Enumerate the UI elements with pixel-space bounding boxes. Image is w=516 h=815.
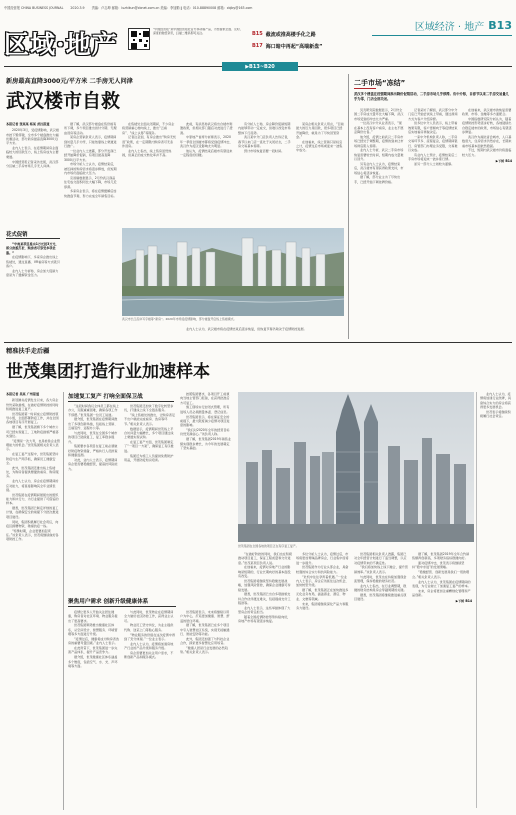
section-title-text: 区域经济 · 地产 — [414, 21, 485, 33]
right-margin-rule — [476, 392, 477, 808]
article1-photo — [122, 228, 344, 316]
article2-end-mark: ▶下转 B14 — [455, 599, 472, 604]
article2-column-7: 世茂集团相关负责人透露，集团已对全年经营计划进行了适当调整，以应对疫情带来的不确定性。 “我们将加快线上线下融合，提升营销效率。”该负责人表示。 与此同时，世茂也在持续加强现金流管理，保持稳健的财务状况。 业内人士指出，在行业调整期，稳健的财务结构是房企穿越周期的关键。 据悉，世茂集团将继续推进重点项目建设。 — [354, 552, 408, 602]
article2-subhead-2: 聚焦用户需求 创新升级健康体系 — [68, 599, 149, 605]
article2-column-2b: 疫情让更多人开始关注居住健康，购房者对社区环境、物业服务提出了更高要求。 世茂集团顺势推出健康社区体系，从空间设计、智慧服务、环境管理等多方面进行升级。 “疫情过后，健康将成为购房者选房的重要考量因素。”业内人士表示。 在此背景下，世茂集团进一步完善产品体系，提升产品竞争力。 据介绍，世茂健康社区体系涵盖多个维度，包括空气、水、光、声环境等方面。 — [68, 610, 119, 668]
article1-column-2: 据了解，武汉部分楼盘在售价格有所下调，多个项目推出首付分期、无理由退房等活动。 某房企营销负责人表示，疫情期间到访量几乎为零，只能依靠线上渠道进行推广。 一位业内人士透露，部分开发商已经开始降价促销，有项目最高直降3000元/平方米。 市场分析人士认为，疫情结束后，被压抑的购房需求将逐步释放，但短期内市场仍面临较大压力。 克而瑞数据显示，2月份武汉商品住宅成交面积同比大幅下降，市场几近停滞。 多家房企表示，将在疫情缓解后加快推盘节奏，努力完成全年销售目标。 — [64, 122, 117, 198]
side-lead: 武汉多个楼盘在疫情期间推出降价促销活动，二手房市场几乎停滞。有中介称，自春节以来二手房交易量几乎为零，门店全部关闭。 — [354, 92, 509, 101]
page-index — [252, 28, 360, 52]
index-row — [252, 28, 360, 40]
article2-column-6: 多位分析人士认为，疫情过后，市场将更加青睐品牌房企，行业集中度将进一步提升。 世茂集团作为行业头部企业，具备较强的综合实力和抗风险能力。 “危机中往往孕育着机遇。”一位业内人士表示，房企应该抓住这次机会，加快转型升级。 据了解，世茂集团正在加快推进多元化业务布局，涵盖商业、酒店、物业、文旅等领域。 未来，集团将继续深化产品力和服务力建设。 — [296, 552, 349, 610]
paper-name: 中国经营报 CHINA BUSINESS JOURNAL — [4, 6, 64, 10]
article1-column-lower: 业内人士认为，武汉楼市将在疫情结束后逐步恢复，但恢复节奏仍取决于疫情防控进展。 — [186, 327, 307, 331]
article2-column-4: 按照集团要求，各项目开工前须向当地主管部门报备，在获得批准后方可复工。 施工现场实行封闭式管理，所有进场人员必须测量体温、登记信息。 世茂集团表示，将在保证安全的前提下，最大限度减少疫情对项目进度的影响。 “我们对2020年全年的经营目标仍然充满信心。”该负责人称。 据了解，世茂集团2019年销售业绩实现稳步增长，为今年的发展奠定了坚实基础。 — [180, 392, 231, 450]
contact-line: 责编：卢志坤 邮箱：luzhikun@cbnet.com.cn 美编：李加勤 ‖ 电话：010-88890008 邮箱：cbjby@163.com — [91, 6, 253, 10]
side-column-1: 贝壳研究院数据显示，2月份全国二手房成交量环比大幅下降，武汉市场受到的冲击尤为严重。 一位武汉中介从业者表示，“现在基本上没有客户看房，业主也不愿意降价出售。” 他介绍，疫情之前武汉二手房市场已经处于调整期，疫情的到来让市场彻底陷入停滞。 业内人士分析，武汉二手房市场恢复需要较长时间，短期内成交量难以回升。 另有业内人士认为，疫情结束后，武汉楼市有望获得政策支持，市场信心将逐步恢复。 据了解，部分业主为了尽快出手，已经开始下调挂牌价格。 — [354, 108, 404, 184]
article2-column-divider — [63, 392, 64, 810]
issue-date: 2020.3.9 — [70, 6, 85, 10]
article2-column-2: “这段时间我们全体员工都在线上办公，克服重重困难，确保各项工作不停摆。”世茂集团一位员工说道。 据介绍，世茂集团在疫情期间推出了多项创新举措，包括线上营销、云端签约、远程办公等。 与此同时，世茂在全国多个城市的项目已陆续复工，复工率稳步提升。 集团要求各项目在复工前必须做好防疫物资储备，严格执行人员排查和健康监测。 对此，业内人士表示，疫情期间房企更需要稳健经营，提高抗风险能力。 — [68, 404, 119, 471]
range-badge — [222, 62, 298, 71]
index-title: 海口暗中再起“高端新盘” — [265, 43, 323, 50]
article2-column-3b: 与此同时，世茂物业在疫情期间全力做好社区防控工作，获得业主认可。 物业员工坚守岗位，为业主提供代购、送菜上门等贴心服务。 “物业服务的价值在这次疫情中得到了充分体现。”一位业主表示。 业内人士认为，疫情将加速房地产行业的产品升级和服务升级。 房企需要更加关注用户需求，不断创新产品和服务模式。 — [124, 610, 175, 660]
article2-column-5: “在做好防控的同时，我们也在积极推动项目复工，保证工程质量和交付进度。”世茂某项目负责人说。 在他看来，疫情对房地产行业的影响是短期的，行业长期向好的基本面没有改变。 世茂集团将继续坚持稳健发展战略，加强风险管控，确保企业健康可持续发展。 据悉，世茂集团已出台多项措施支持合作伙伴渡过难关，包括提前支付工程款等。 业内人士表示，这些举措体现了大型房企的责任担当。 随着全国疫情防控形势持续向好，房地产市场有望逐步恢复。 — [238, 552, 292, 624]
subhead-rule — [6, 238, 60, 239]
article2-column-8: 据了解，世茂集团2019年全年合约销售额再创新高，多项财务指标稳健向好。 面对疫情冲击，世茂表示将继续坚持“稳中求进”的发展策略。 “稳健经营、创新发展是我们一贯的理念。”相关负责人表示。 业内人士认为，世茂集团在疫情期间的表现，为行业树立了加速复工复产的样本。 未来，房企将更加注重精细化管理和产品创新。 ▶下转 B14 — [412, 552, 472, 604]
article-divider — [4, 342, 512, 343]
article2-column-9: 业内人士认为，疫情将加速行业洗牌，具备综合实力的房企将获得更多发展机会。 世茂表示将继续积极履行社会责任。 — [480, 392, 511, 419]
index-row — [252, 40, 360, 52]
article1-headline: 武汉楼市自救 — [6, 90, 121, 112]
index-page: B15 — [252, 31, 263, 37]
article2-column-3: 世茂集团还加快了数字化转型步伐，打通线上线下全链条服务。 “线上售楼处的推出，让购房者足不出户就能完成看房、选房等环节。”相关负责人表示。 数据显示，疫情期间世茂线上平台访问量大幅增长，多个项目通过线上渠道实现认购。 在复工复产方面，世茂集团制定了“一项目一方案”，确保复工有序推进。 集团还为施工人员提供免费防护用品，开展防疫知识培训。 — [124, 404, 175, 462]
subhead-rule — [68, 606, 176, 607]
subhead-rule — [68, 401, 174, 402]
side-headline-accent — [354, 88, 376, 89]
page-number: B13 — [488, 18, 512, 32]
article1-column-3: 在售楼处全面关闭期间，不少房企将营销重心转向线上，推出“云看房”、“线上认筹”等服务。 记者注意到，有房企推出“购房无忧退”政策，在一定期限内购房者可无条件退房。 业内人士指出，线上售房虽然热闹，但真正的成交转化率并不高。 — [122, 122, 176, 158]
article1-end-mark: ▶下转 B14 — [495, 159, 512, 164]
section-title — [372, 16, 512, 34]
article1-column-5: 有分析人士称，房企降价促销短期内能够带动一定成交，但难以改变市场整体下行趋势。 武汉某中介门店负责人告诉记者，春节以来门店一直处于关闭状态，二手房交易基本停滞。 预计市场恢复需要一段时间。 — [238, 122, 291, 153]
article1-caption: 武汉市长江沿岸写字楼等“新房”。2020年市场受疫情影响，部分楼盘开启线上售楼模式。 — [122, 317, 237, 321]
promo-text: “中国经营报”是中国经营报社官方移动端产品，为您提供全面、及时、深度的财经资讯，扫描二维码即可关注。 — [153, 28, 243, 35]
index-title: 截流或推高楼手化之路 — [265, 31, 316, 38]
top-info-line — [4, 5, 424, 13]
article2-headline: 世茂集团打造行业加速样本 — [6, 362, 210, 382]
section-logo — [4, 25, 122, 57]
article2-column-4b: 世茂集团表示，未来将继续以用户为中心，打造更加健康、智慧、舒适的居住环境。 据了解，世茂集团已在多个项目中引入智慧社区系统，实现无接触通行、智能安防等功能。 此外，集团还加强了与科技企业合作，探索更多智慧化应用场景。 “健康人居是行业发展的必然趋势。”相关负责人表示。 — [180, 610, 230, 655]
masthead-rule — [4, 66, 222, 67]
range-badge-text: ▶B13~B20 — [245, 63, 275, 70]
masthead-rule — [298, 66, 512, 67]
article1-subhead: 花式促销 — [6, 232, 28, 238]
index-page: B17 — [252, 43, 263, 49]
article1-byline: 本报记者 张某某 杨某 武汉报道 — [6, 122, 50, 126]
side-headline: 二手市场“冻结” — [354, 79, 406, 87]
article1-kicker: 新房最高直降3000元/平方米 二手房无人问津 — [6, 78, 133, 85]
article2-column-1: 本报记者 吴某 广州报道 新冠肺炎疫情发生以来，各大房企纷纷采取措施，在做好疫情防控的同时积极推进复工复产。 世茂集团第一时间成立疫情防控领导小组，全面部署防疫工作，并在全国各地项目有序开展复工。 据了解，世茂集团旗下多个城市公司已经实现复工，工地防疫措施严格落实到位。 “疫情是一次大考，也是检验企业管理能力的机会。”世茂集团相关负责人表示。 在复工复产过程中，世茂集团坚持防疫与生产两手抓，确保员工健康安全。 此外，世茂集团还推出线上售楼处，为购房者提供便捷的看房、购房服务。 业内人士认为，房企在疫情期间的应对能力，将直接影响其全年业绩表现。 世茂集团在疫情期间展现出的组织能力和执行力，为行业提供了可借鉴的样本。 据悉，世茂集团已制定详细的复工计划，在确保安全的前提下分批次推进项目建设。 同时，集团积极履行社会责任，向疫区捐赠物资，驰援抗疫一线。 “特殊时期，企业更要担起责任。”该负责人表示，世茂将继续做好各项防控工作。 — [6, 392, 60, 542]
side-column-3: 在他看来，武汉楼市的恢复需要政策、市场、金融等多方面配合。 中国指数研究院分析认为，随着疫情防控形势逐步好转，各地陆续出台稳定楼市的政策，市场信心有望逐步修复。 武汉作为湖北省会城市，人口基数庞大，住房需求仍然存在，长期来看市场基本面依然稳固。 不过，短期内武汉楼市仍将面临较大压力。 ▶下转 B14 — [462, 108, 512, 164]
article2-caption: 世茂集团在全国各地的项目正在有序复工复产。 — [238, 544, 299, 548]
article1-column-divider — [348, 74, 349, 339]
article1-column-4: 此前，有消息称武汉将出台楼市刺激政策，但相关部门随后对此进行了澄清。 中原地产首席分析师表示，2020年一季度全国楼市都将受到疫情冲击，武汉作为疫区受影响尤为明显。 他认为，疫情结束后楼市有望迎来一定程度的回暖。 — [180, 122, 233, 158]
side-column-2: 记者采访了解到，武汉部分中介门店已开始尝试线上带看，通过视频方式为客户介绍房源。 但多位中介人员表示，线上带看效果有限，客户更倾向于等疫情结束后实地看房再做决定。 一家中介机构负责人称，二手房交易环节多、流程复杂，疫情期间银行、房管部门办理业务受限，交易难以完成。 有业内人士预计，疫情结束后二手房市场将迎来一波补涨行情。 而另一部分人士则较为谨慎。 — [408, 108, 458, 166]
article2-kicker: 精准扶手走后疆 — [6, 348, 50, 355]
masthead-teal-bar — [372, 35, 512, 36]
section-logo-text: 区域·地产 — [4, 30, 118, 59]
article2-photo — [238, 392, 474, 542]
article1-column-1: 本报记者 张某某 杨某 武汉报道 2020年3月，受疫情影响，武汉楼市按下暂停键，全市多个楼盘推出大幅优惠活动，部分新房最高直降3000元/平方米。 业内人士表示，在疫情期间房企面临较大的回款压力，线上售房成为主要渠道。 中国经营报记者采访发现，武汉部分区域二手房市场几乎无人问津。 — [6, 122, 59, 168]
article1-column-6: 某房企相关负责人坦言，“目前最大的压力是回款，很多项目已经开始降价，就是为了尽快回笼资金。” 在他看来，线上营销只是权宜之计，疫情过后市场或迎来一波集中成交。 — [296, 122, 344, 153]
article2-byline: 本报记者 吴某 广州报道 — [6, 392, 40, 396]
qr-code — [128, 28, 150, 50]
article2-subhead-1: 加速复工复产 打响全面保卫战 — [68, 394, 143, 400]
article1-column-1b: “中南某项目推出1万元抵3万元，部分房源打折，购房者可享受多项优惠。” 在疫情影响下，多家房企推出线上售楼处，通过直播、VR看房等方式吸引客户。 业内人士分析称，房企加大促销力度是为了缓解资金压力。 — [6, 242, 60, 278]
